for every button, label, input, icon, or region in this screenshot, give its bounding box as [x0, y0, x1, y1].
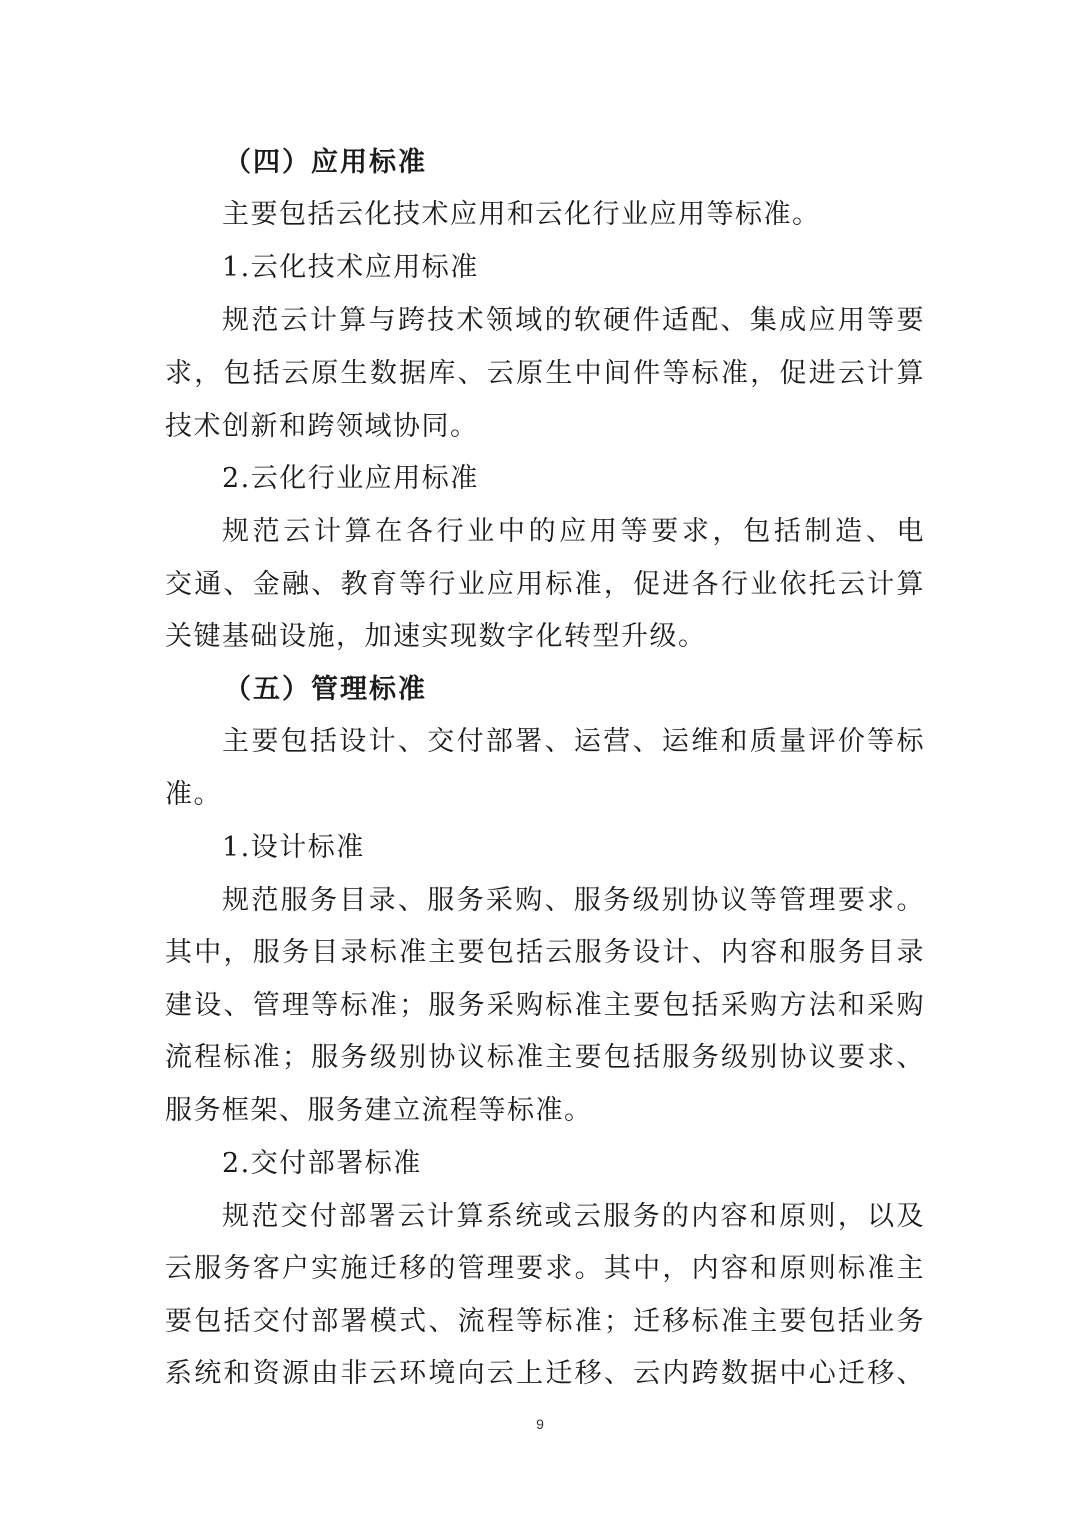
paragraph-line: 规范云计算在各行业中的应用等要求，包括制造、电: [222, 516, 925, 547]
paragraph-line: 流程标准；服务级别协议标准主要包括服务级别协议要求、: [165, 1042, 925, 1073]
paragraph-line: 关键基础设施，加速实现数字化转型升级。: [165, 621, 707, 652]
section-intro-management: 主要包括设计、交付部署、运营、运维和质量评价等标: [222, 726, 925, 757]
page-number: 9: [536, 1416, 544, 1432]
paragraph-line: 建设、管理等标准；服务采购标准主要包括采购方法和采购: [165, 990, 925, 1021]
section-heading-applications: （四）应用标准: [224, 147, 427, 178]
paragraph-line: 系统和资源由非云环境向云上迁移、云内跨数据中心迁移、: [165, 1358, 925, 1389]
paragraph-line: 技术创新和跨领域协同。: [165, 411, 479, 442]
paragraph-line: 要包括交付部署模式、流程等标准；迁移标准主要包括业务: [165, 1306, 925, 1337]
paragraph-line: 求，包括云原生数据库、云原生中间件等标准，促进云计算: [165, 358, 925, 389]
item-title-design: 1.设计标准: [222, 832, 365, 863]
item-title-cloud-tech-application: 1.云化技术应用标准: [222, 252, 479, 283]
paragraph-line: 其中，服务目录标准主要包括云服务设计、内容和服务目录: [165, 937, 925, 968]
paragraph-line: 规范交付部署云计算系统或云服务的内容和原则，以及: [222, 1201, 925, 1232]
section-intro-applications: 主要包括云化技术应用和云化行业应用等标准。: [222, 199, 821, 230]
paragraph-line: 规范服务目录、服务采购、服务级别协议等管理要求。: [222, 885, 925, 916]
paragraph-line: 规范云计算与跨技术领域的软硬件适配、集成应用等要: [222, 305, 925, 336]
item-title-delivery-deployment: 2.交付部署标准: [222, 1148, 422, 1179]
paragraph-line: 服务框架、服务建立流程等标准。: [165, 1095, 593, 1126]
item-title-cloud-industry-application: 2.云化行业应用标准: [222, 463, 479, 494]
section-intro-management-cont: 准。: [165, 779, 222, 810]
paragraph-line: 交通、金融、教育等行业应用标准，促进各行业依托云计算: [165, 569, 925, 600]
section-heading-management: （五）管理标准: [224, 674, 427, 705]
paragraph-line: 云服务客户实施迁移的管理要求。其中，内容和原则标准主: [165, 1253, 925, 1284]
